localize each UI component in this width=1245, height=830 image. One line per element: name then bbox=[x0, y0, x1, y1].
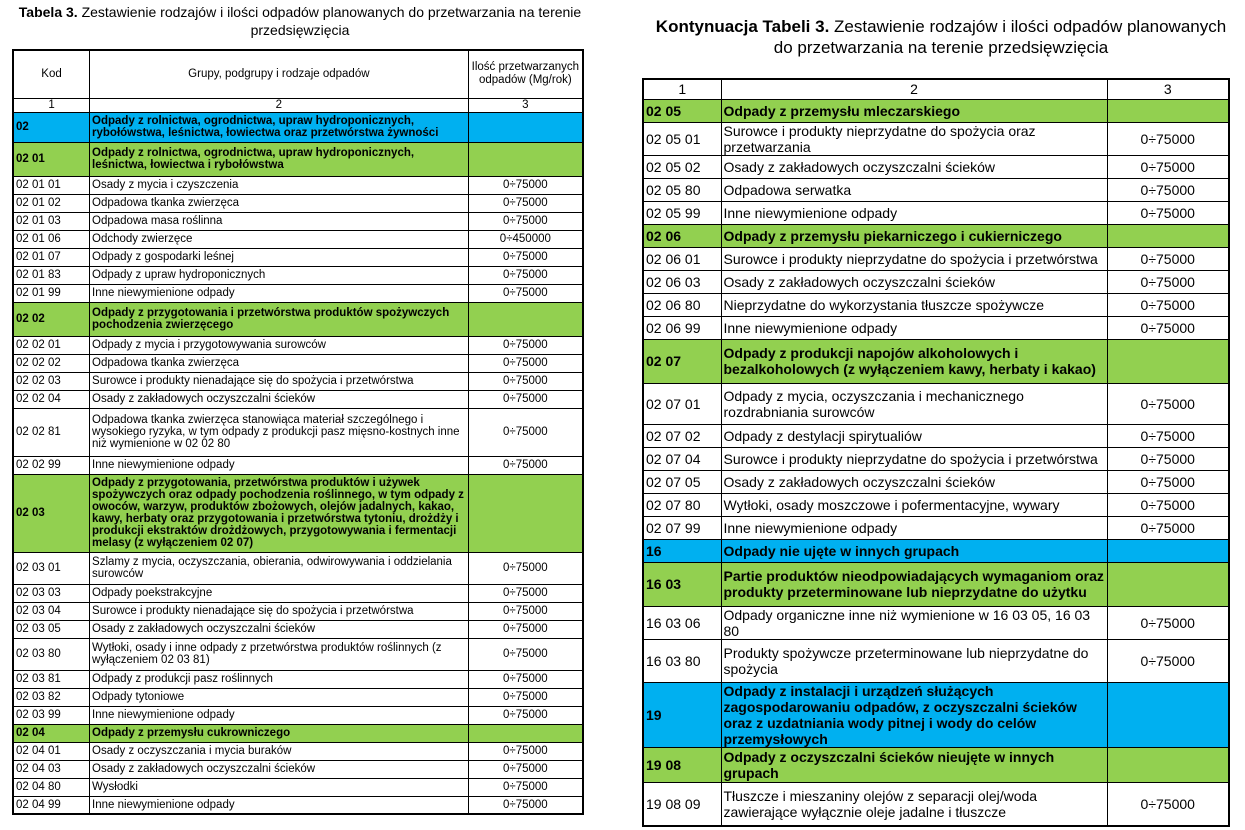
table-body-right bbox=[643, 99, 1229, 826]
table-row bbox=[13, 742, 583, 760]
waste-description: Odpady z mycia, oczyszczania i mechanicznego rozdrabniania surowców bbox=[721, 383, 1107, 424]
table-row bbox=[643, 155, 1229, 178]
column-number: 3 bbox=[1107, 79, 1229, 99]
waste-description: Inne niewymienione odpady bbox=[90, 796, 469, 814]
waste-description: Osady z zakładowych oczyszczalni ścieków bbox=[721, 155, 1107, 178]
waste-quantity: 0÷75000 bbox=[468, 248, 583, 266]
waste-description: Odpady z przygotowania, przetwórstwa produktów i używek spożywczych oraz odpady pochodzenia roślinnego, w tym odpady z owoców, warzyw, produktów zbożowych, olejów jadalnych, kakao, kawy, herbaty oraz przygotowania i przetwórstwa tytoniu, drożdży i produkcji ekstraktów drożdżowych, przygotowywania i fermentacji melasy (z wyłączeniem 02 07) bbox=[90, 474, 469, 552]
waste-code: 16 03 bbox=[643, 562, 721, 606]
table-row bbox=[13, 354, 583, 372]
waste-quantity: 0÷75000 bbox=[468, 194, 583, 212]
waste-description: Odpadowa tkanka zwierzęca bbox=[90, 194, 469, 212]
waste-description: Wytłoki, osady i inne odpady z przetwórstwa produktów roślinnych (z wyłączeniem 02 03 81) bbox=[90, 638, 469, 670]
table-row bbox=[13, 112, 583, 142]
waste-description: Produkty spożywcze przeterminowane lub nieprzydatne do spożycia bbox=[721, 639, 1107, 682]
waste-code: 02 06 bbox=[643, 224, 721, 247]
waste-quantity: 0÷75000 bbox=[468, 284, 583, 302]
waste-description: Wysłodki bbox=[90, 778, 469, 796]
waste-quantity: 0÷75000 bbox=[468, 456, 583, 474]
waste-quantity: 0÷75000 bbox=[468, 552, 583, 584]
waste-description: Osady z zakładowych oczyszczalni ścieków bbox=[90, 390, 469, 408]
waste-description: Osady z zakładowych oczyszczalni ścieków bbox=[721, 470, 1107, 493]
waste-quantity bbox=[1107, 224, 1229, 247]
table-row bbox=[13, 796, 583, 814]
waste-description: Surowce i produkty nieprzydatne do spożycia oraz przetwarzania bbox=[721, 122, 1107, 155]
waste-code: 02 04 80 bbox=[13, 778, 90, 796]
waste-code: 02 01 bbox=[13, 142, 90, 176]
waste-quantity: 0÷75000 bbox=[468, 212, 583, 230]
waste-code: 02 06 80 bbox=[643, 293, 721, 316]
table-row bbox=[643, 539, 1229, 562]
title-text-left: Zestawienie rodzajów i ilości odpadów planowanych do przetwarzania na terenie przedsięwzięcia bbox=[77, 4, 582, 38]
waste-description: Inne niewymienione odpady bbox=[90, 456, 469, 474]
waste-quantity: 0÷75000 bbox=[468, 390, 583, 408]
column-number: 2 bbox=[721, 79, 1107, 99]
table-row bbox=[13, 284, 583, 302]
waste-code: 02 01 83 bbox=[13, 266, 90, 284]
waste-description: Osady z oczyszczania i mycia buraków bbox=[90, 742, 469, 760]
table-row bbox=[13, 176, 583, 194]
column-number: 2 bbox=[90, 98, 469, 112]
waste-quantity: 0÷75000 bbox=[468, 778, 583, 796]
table-row bbox=[13, 602, 583, 620]
waste-code: 02 04 01 bbox=[13, 742, 90, 760]
waste-code: 16 bbox=[643, 539, 721, 562]
waste-quantity: 0÷75000 bbox=[468, 354, 583, 372]
table-row bbox=[643, 470, 1229, 493]
waste-quantity: 0÷75000 bbox=[468, 742, 583, 760]
waste-code: 02 02 04 bbox=[13, 390, 90, 408]
waste-code: 02 bbox=[13, 112, 90, 142]
waste-description: Odpady organiczne inne niż wymienione w 16 03 05, 16 03 80 bbox=[721, 606, 1107, 639]
waste-description: Odpady z gospodarki leśnej bbox=[90, 248, 469, 266]
waste-description: Osady z zakładowych oczyszczalni ścieków bbox=[90, 760, 469, 778]
waste-code: 02 04 03 bbox=[13, 760, 90, 778]
waste-description: Odchody zwierzęce bbox=[90, 230, 469, 248]
waste-quantity bbox=[1107, 539, 1229, 562]
waste-code: 02 06 03 bbox=[643, 270, 721, 293]
waste-quantity bbox=[468, 474, 583, 552]
waste-code: 02 03 99 bbox=[13, 706, 90, 724]
waste-code: 02 04 bbox=[13, 724, 90, 742]
waste-code: 02 02 02 bbox=[13, 354, 90, 372]
waste-code: 02 04 99 bbox=[13, 796, 90, 814]
table-row bbox=[643, 782, 1229, 826]
waste-quantity: 0÷75000 bbox=[1107, 424, 1229, 447]
table-title-left bbox=[10, 4, 590, 39]
waste-quantity: 0÷75000 bbox=[468, 796, 583, 814]
waste-description: Odpady z produkcji napojów alkoholowych i bezalkoholowych (z wyłączeniem kawy, herbaty i kakao) bbox=[721, 339, 1107, 383]
waste-quantity bbox=[468, 112, 583, 142]
waste-quantity: 0÷75000 bbox=[1107, 247, 1229, 270]
waste-quantity: 0÷75000 bbox=[468, 620, 583, 638]
waste-quantity: 0÷75000 bbox=[1107, 316, 1229, 339]
waste-quantity bbox=[1107, 562, 1229, 606]
waste-code: 02 02 81 bbox=[13, 408, 90, 456]
waste-quantity bbox=[1107, 99, 1229, 122]
waste-quantity: 0÷75000 bbox=[1107, 201, 1229, 224]
waste-code: 02 01 01 bbox=[13, 176, 90, 194]
table-row bbox=[643, 293, 1229, 316]
waste-description: Odpadowa serwatka bbox=[721, 178, 1107, 201]
waste-code: 02 07 02 bbox=[643, 424, 721, 447]
waste-description: Partie produktów nieodpowiadających wymaganiom oraz produkty przeterminowane lub nieprzydatne do użytku bbox=[721, 562, 1107, 606]
waste-code: 02 05 99 bbox=[643, 201, 721, 224]
waste-code: 02 02 01 bbox=[13, 336, 90, 354]
waste-quantity: 0÷75000 bbox=[1107, 383, 1229, 424]
table-row bbox=[13, 142, 583, 176]
waste-code: 02 07 04 bbox=[643, 447, 721, 470]
waste-quantity: 0÷75000 bbox=[468, 408, 583, 456]
table-row bbox=[643, 99, 1229, 122]
waste-code: 02 01 02 bbox=[13, 194, 90, 212]
header-quantity: Ilość przetwarzanych odpadów (Mg/rok) bbox=[468, 50, 583, 98]
waste-description: Odpady z produkcji pasz roślinnych bbox=[90, 670, 469, 688]
waste-quantity bbox=[1107, 682, 1229, 747]
waste-quantity: 0÷75000 bbox=[468, 372, 583, 390]
waste-quantity: 0÷75000 bbox=[1107, 493, 1229, 516]
waste-code: 02 03 81 bbox=[13, 670, 90, 688]
table-row bbox=[13, 552, 583, 584]
waste-code: 02 07 80 bbox=[643, 493, 721, 516]
table-row bbox=[13, 456, 583, 474]
table-row bbox=[13, 638, 583, 670]
waste-code: 02 03 01 bbox=[13, 552, 90, 584]
table-row bbox=[13, 724, 583, 742]
title-label-right: Kontynuacja Tabeli 3. bbox=[655, 17, 830, 36]
waste-code: 16 03 06 bbox=[643, 606, 721, 639]
waste-description: Odpady z instalacji i urządzeń służących zagospodarowaniu odpadów, z oczyszczalni ścieków oraz z uzdatniania wody pitnej i wody do celów przemysłowych bbox=[721, 682, 1107, 747]
waste-description: Surowce i produkty nienadające się do spożycia i przetwórstwa bbox=[90, 602, 469, 620]
table-row bbox=[643, 606, 1229, 639]
waste-code: 02 02 bbox=[13, 302, 90, 336]
waste-description: Odpady z upraw hydroponicznych bbox=[90, 266, 469, 284]
waste-table-left bbox=[12, 49, 584, 815]
waste-code: 02 01 99 bbox=[13, 284, 90, 302]
waste-description: Odpadowa tkanka zwierzęca stanowiąca materiał szczególnego i wysokiego ryzyka, w tym odpady z produkcji pasz mięsno-kostnych inne niż wymienione w 02 02 80 bbox=[90, 408, 469, 456]
waste-code: 02 03 80 bbox=[13, 638, 90, 670]
waste-description: Surowce i produkty nienadające się do spożycia i przetwórstwa bbox=[90, 372, 469, 390]
waste-code: 02 02 03 bbox=[13, 372, 90, 390]
waste-quantity: 0÷75000 bbox=[468, 638, 583, 670]
table-row bbox=[13, 474, 583, 552]
table-row bbox=[13, 372, 583, 390]
waste-description: Odpady tytoniowe bbox=[90, 688, 469, 706]
title-label-left: Tabela 3. bbox=[18, 4, 78, 20]
table-row bbox=[13, 706, 583, 724]
waste-description: Odpady z przemysłu cukrowniczego bbox=[90, 724, 469, 742]
table-row bbox=[643, 682, 1229, 747]
waste-code: 16 03 80 bbox=[643, 639, 721, 682]
table-body-left bbox=[13, 112, 583, 814]
waste-quantity: 0÷75000 bbox=[468, 584, 583, 602]
table-row bbox=[13, 688, 583, 706]
table-row bbox=[13, 302, 583, 336]
waste-description: Odpady nie ujęte w innych grupach bbox=[721, 539, 1107, 562]
waste-description: Nieprzydatne do wykorzystania tłuszcze spożywcze bbox=[721, 293, 1107, 316]
waste-quantity bbox=[468, 724, 583, 742]
waste-code: 02 01 07 bbox=[13, 248, 90, 266]
waste-code: 02 06 01 bbox=[643, 247, 721, 270]
table-row bbox=[13, 620, 583, 638]
waste-quantity: 0÷75000 bbox=[1107, 293, 1229, 316]
waste-quantity bbox=[468, 302, 583, 336]
waste-description: Inne niewymienione odpady bbox=[721, 201, 1107, 224]
waste-quantity: 0÷75000 bbox=[1107, 122, 1229, 155]
waste-code: 19 08 bbox=[643, 747, 721, 782]
waste-quantity: 0÷75000 bbox=[1107, 639, 1229, 682]
waste-quantity: 0÷75000 bbox=[1107, 447, 1229, 470]
waste-code: 02 07 01 bbox=[643, 383, 721, 424]
waste-code: 02 05 bbox=[643, 99, 721, 122]
waste-code: 02 03 82 bbox=[13, 688, 90, 706]
waste-code: 02 02 99 bbox=[13, 456, 90, 474]
table-row bbox=[643, 339, 1229, 383]
waste-code: 02 07 99 bbox=[643, 516, 721, 539]
table-row bbox=[643, 178, 1229, 201]
waste-quantity: 0÷75000 bbox=[1107, 178, 1229, 201]
waste-code: 02 05 80 bbox=[643, 178, 721, 201]
table-row bbox=[643, 562, 1229, 606]
table-row bbox=[643, 201, 1229, 224]
table-row bbox=[13, 266, 583, 284]
waste-quantity: 0÷75000 bbox=[1107, 155, 1229, 178]
waste-description: Odpady z mycia i przygotowywania surowców bbox=[90, 336, 469, 354]
table-row bbox=[643, 424, 1229, 447]
table-row bbox=[643, 493, 1229, 516]
waste-description: Odpady z przemysłu piekarniczego i cukierniczego bbox=[721, 224, 1107, 247]
waste-code: 02 01 06 bbox=[13, 230, 90, 248]
table-row bbox=[643, 247, 1229, 270]
waste-quantity bbox=[468, 142, 583, 176]
waste-description: Surowce i produkty nieprzydatne do spożycia i przetwórstwa bbox=[721, 447, 1107, 470]
waste-code: 02 03 03 bbox=[13, 584, 90, 602]
waste-description: Odpady z oczyszczalni ścieków nieujęte w innych grupach bbox=[721, 747, 1107, 782]
waste-quantity: 0÷75000 bbox=[468, 602, 583, 620]
waste-code: 02 07 bbox=[643, 339, 721, 383]
waste-quantity bbox=[1107, 747, 1229, 782]
table-row bbox=[643, 224, 1229, 247]
waste-code: 02 05 02 bbox=[643, 155, 721, 178]
waste-quantity: 0÷75000 bbox=[1107, 470, 1229, 493]
waste-code: 02 07 05 bbox=[643, 470, 721, 493]
table-row bbox=[13, 408, 583, 456]
waste-description: Inne niewymienione odpady bbox=[721, 516, 1107, 539]
waste-quantity: 0÷75000 bbox=[1107, 606, 1229, 639]
waste-quantity: 0÷75000 bbox=[1107, 516, 1229, 539]
waste-description: Odpady z rolnictwa, ogrodnictwa, upraw hydroponicznych, rybołówstwa, leśnictwa, łowiectwa oraz przetwórstwa żywności bbox=[90, 112, 469, 142]
waste-quantity: 0÷75000 bbox=[1107, 270, 1229, 293]
table-row bbox=[13, 248, 583, 266]
waste-quantity: 0÷75000 bbox=[1107, 782, 1229, 826]
waste-quantity: 0÷75000 bbox=[468, 760, 583, 778]
table-row bbox=[13, 670, 583, 688]
waste-code: 02 05 01 bbox=[643, 122, 721, 155]
column-number: 1 bbox=[643, 79, 721, 99]
waste-description: Wytłoki, osady moszczowe i pofermentacyjne, wywary bbox=[721, 493, 1107, 516]
waste-code: 02 03 05 bbox=[13, 620, 90, 638]
waste-code: 02 03 04 bbox=[13, 602, 90, 620]
waste-description: Tłuszcze i mieszaniny olejów z separacji olej/woda zawierające wyłącznie oleje jadalne i tłuszcze bbox=[721, 782, 1107, 826]
waste-code: 19 bbox=[643, 682, 721, 747]
table-row bbox=[13, 390, 583, 408]
waste-quantity: 0÷75000 bbox=[468, 670, 583, 688]
waste-description: Odpady poekstrakcyjne bbox=[90, 584, 469, 602]
waste-quantity: 0÷75000 bbox=[468, 706, 583, 724]
table-row bbox=[643, 747, 1229, 782]
waste-description: Odpadowa masa roślinna bbox=[90, 212, 469, 230]
table-row bbox=[13, 778, 583, 796]
waste-quantity: 0÷450000 bbox=[468, 230, 583, 248]
table-row bbox=[13, 212, 583, 230]
table-title-right bbox=[645, 16, 1237, 59]
waste-description: Surowce i produkty nieprzydatne do spożycia i przetwórstwa bbox=[721, 247, 1107, 270]
table-row bbox=[13, 336, 583, 354]
waste-description: Osady z zakładowych oczyszczalni ścieków bbox=[721, 270, 1107, 293]
waste-description: Osady z mycia i czyszczenia bbox=[90, 176, 469, 194]
waste-quantity bbox=[1107, 339, 1229, 383]
table-row bbox=[13, 230, 583, 248]
column-number: 3 bbox=[468, 98, 583, 112]
table-row bbox=[643, 270, 1229, 293]
waste-table-right bbox=[642, 78, 1230, 827]
waste-description: Inne niewymienione odpady bbox=[721, 316, 1107, 339]
waste-quantity: 0÷75000 bbox=[468, 266, 583, 284]
waste-code: 02 03 bbox=[13, 474, 90, 552]
waste-description: Szlamy z mycia, oczyszczania, obierania, odwirowywania i oddzielania surowców bbox=[90, 552, 469, 584]
table-row bbox=[13, 584, 583, 602]
table-row bbox=[643, 639, 1229, 682]
header-code: Kod bbox=[13, 50, 90, 98]
waste-description: Odpady z destylacji spirytualiów bbox=[721, 424, 1107, 447]
table-row bbox=[643, 122, 1229, 155]
table-row bbox=[13, 194, 583, 212]
waste-code: 02 06 99 bbox=[643, 316, 721, 339]
waste-description: Inne niewymienione odpady bbox=[90, 706, 469, 724]
waste-description: Inne niewymienione odpady bbox=[90, 284, 469, 302]
table-row bbox=[643, 516, 1229, 539]
table-row bbox=[643, 447, 1229, 470]
waste-description: Odpady z przemysłu mleczarskiego bbox=[721, 99, 1107, 122]
waste-quantity: 0÷75000 bbox=[468, 336, 583, 354]
waste-quantity: 0÷75000 bbox=[468, 176, 583, 194]
header-groups: Grupy, podgrupy i rodzaje odpadów bbox=[90, 50, 469, 98]
waste-code: 19 08 09 bbox=[643, 782, 721, 826]
waste-description: Osady z zakładowych oczyszczalni ścieków bbox=[90, 620, 469, 638]
waste-description: Odpady z przygotowania i przetwórstwa produktów spożywczych pochodzenia zwierzęcego bbox=[90, 302, 469, 336]
table-row bbox=[643, 316, 1229, 339]
waste-quantity: 0÷75000 bbox=[468, 688, 583, 706]
table-row bbox=[643, 383, 1229, 424]
waste-description: Odpady z rolnictwa, ogrodnictwa, upraw hydroponicznych, leśnictwa, łowiectwa i rybołówstwa bbox=[90, 142, 469, 176]
column-number: 1 bbox=[13, 98, 90, 112]
title-text-right: Zestawienie rodzajów i ilości odpadów planowanych do przetwarzania na terenie przedsięwzięcia bbox=[773, 17, 1227, 58]
table-row bbox=[13, 760, 583, 778]
waste-code: 02 01 03 bbox=[13, 212, 90, 230]
waste-description: Odpadowa tkanka zwierzęca bbox=[90, 354, 469, 372]
